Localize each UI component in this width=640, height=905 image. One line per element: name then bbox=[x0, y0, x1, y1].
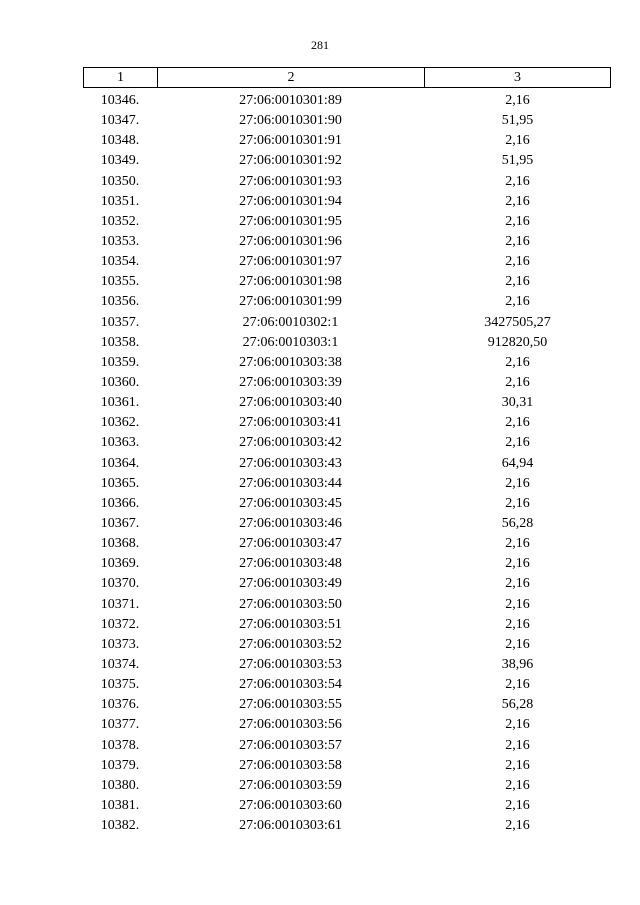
row-number-cell: 10369. bbox=[100, 556, 140, 572]
table-row bbox=[83, 292, 611, 312]
value-cell: 2,16 bbox=[505, 354, 530, 370]
row-number-cell: 10361. bbox=[100, 395, 140, 411]
row-number-cell: 10380. bbox=[100, 777, 140, 793]
table-row bbox=[83, 151, 611, 171]
table-row bbox=[83, 635, 611, 655]
table-row bbox=[83, 514, 611, 534]
row-number-cell: 10349. bbox=[100, 153, 140, 169]
row-number-cell: 10355. bbox=[100, 274, 140, 290]
row-number-cell: 10356. bbox=[100, 294, 140, 310]
cadastral-number-cell: 27:06:0010303:39 bbox=[239, 374, 342, 390]
value-cell: 2,16 bbox=[505, 173, 530, 189]
value-cell: 2,16 bbox=[505, 616, 530, 632]
value-cell: 2,16 bbox=[505, 717, 530, 733]
cadastral-number-cell: 27:06:0010301:99 bbox=[239, 294, 342, 310]
cadastral-number-cell: 27:06:0010303:53 bbox=[239, 656, 342, 672]
cadastral-number-cell: 27:06:0010303:58 bbox=[239, 757, 342, 773]
table-row bbox=[83, 615, 611, 635]
row-number-cell: 10357. bbox=[100, 314, 140, 330]
cadastral-number-cell: 27:06:0010303:44 bbox=[239, 475, 342, 491]
row-number-cell: 10352. bbox=[100, 213, 140, 229]
value-cell: 2,16 bbox=[505, 193, 530, 209]
table-row bbox=[83, 91, 611, 111]
cadastral-number-cell: 27:06:0010303:1 bbox=[242, 334, 339, 350]
cadastral-number-cell: 27:06:0010302:1 bbox=[242, 314, 339, 330]
cadastral-number-cell: 27:06:0010303:51 bbox=[239, 616, 342, 632]
row-number-cell: 10366. bbox=[100, 495, 140, 511]
cadastral-number-cell: 27:06:0010303:52 bbox=[239, 636, 342, 652]
table-row bbox=[83, 675, 611, 695]
row-number-cell: 10346. bbox=[100, 93, 140, 108]
row-number-cell: 10351. bbox=[100, 193, 140, 209]
value-cell: 2,16 bbox=[505, 797, 530, 813]
cadastral-number-cell: 27:06:0010303:54 bbox=[239, 677, 342, 693]
value-cell: 2,16 bbox=[505, 294, 530, 310]
row-number-cell: 10371. bbox=[100, 596, 140, 612]
table-row bbox=[83, 413, 611, 433]
table-row bbox=[83, 816, 611, 836]
table-row bbox=[83, 373, 611, 393]
row-number-cell: 10365. bbox=[100, 475, 140, 491]
value-cell: 912820,50 bbox=[487, 334, 548, 350]
table-row bbox=[83, 494, 611, 514]
value-cell: 2,16 bbox=[505, 536, 530, 552]
table-row bbox=[83, 433, 611, 453]
table-row bbox=[83, 172, 611, 192]
cadastral-number-cell: 27:06:0010303:45 bbox=[239, 495, 342, 511]
table-row bbox=[83, 796, 611, 816]
cadastral-number-cell: 27:06:0010303:61 bbox=[239, 818, 342, 834]
value-cell: 56,28 bbox=[501, 515, 534, 531]
cadastral-number-cell: 27:06:0010303:50 bbox=[239, 596, 342, 612]
value-cell: 2,16 bbox=[505, 495, 530, 511]
table-row bbox=[83, 715, 611, 735]
row-number-cell: 10375. bbox=[100, 677, 140, 693]
cadastral-number-cell: 27:06:0010303:57 bbox=[239, 737, 342, 753]
table-row bbox=[83, 313, 611, 333]
table-row bbox=[83, 111, 611, 131]
value-cell: 2,16 bbox=[505, 93, 530, 108]
cadastral-number-cell: 27:06:0010303:42 bbox=[239, 435, 342, 451]
value-cell: 2,16 bbox=[505, 415, 530, 431]
table-row bbox=[83, 272, 611, 292]
value-cell: 30,31 bbox=[501, 395, 534, 411]
value-cell: 2,16 bbox=[505, 596, 530, 612]
column-header-2: 2 bbox=[158, 68, 425, 87]
table-row bbox=[83, 333, 611, 353]
cadastral-number-cell: 27:06:0010301:94 bbox=[239, 193, 342, 209]
value-cell: 2,16 bbox=[505, 233, 530, 249]
row-number-cell: 10373. bbox=[100, 636, 140, 652]
value-cell: 64,94 bbox=[501, 455, 534, 471]
row-number-cell: 10347. bbox=[100, 113, 140, 129]
cadastral-number-cell: 27:06:0010301:95 bbox=[239, 213, 342, 229]
table-row bbox=[83, 736, 611, 756]
value-cell: 2,16 bbox=[505, 556, 530, 572]
table-row bbox=[83, 534, 611, 554]
row-number-cell: 10381. bbox=[100, 797, 140, 813]
table-row bbox=[83, 756, 611, 776]
cadastral-number-cell: 27:06:0010301:98 bbox=[239, 274, 342, 290]
cadastral-number-cell: 27:06:0010301:92 bbox=[239, 153, 342, 169]
table-row bbox=[83, 474, 611, 494]
row-number-cell: 10374. bbox=[100, 656, 140, 672]
cadastral-number-cell: 27:06:0010303:49 bbox=[239, 576, 342, 592]
cadastral-number-cell: 27:06:0010303:43 bbox=[239, 455, 342, 471]
cadastral-number-cell: 27:06:0010301:91 bbox=[239, 133, 342, 149]
row-number-cell: 10364. bbox=[100, 455, 140, 471]
value-cell: 2,16 bbox=[505, 374, 530, 390]
cadastral-number-cell: 27:06:0010303:55 bbox=[239, 697, 342, 713]
table-row bbox=[83, 574, 611, 594]
table-row bbox=[83, 554, 611, 574]
row-number-cell: 10358. bbox=[100, 334, 140, 350]
value-cell: 51,95 bbox=[501, 153, 534, 169]
table-row bbox=[83, 192, 611, 212]
table-body bbox=[83, 91, 611, 836]
row-number-cell: 10362. bbox=[100, 415, 140, 431]
cadastral-number-cell: 27:06:0010303:60 bbox=[239, 797, 342, 813]
value-cell: 56,28 bbox=[501, 697, 534, 713]
value-cell: 2,16 bbox=[505, 818, 530, 834]
value-cell: 2,16 bbox=[505, 737, 530, 753]
table-row bbox=[83, 232, 611, 252]
table-row bbox=[83, 776, 611, 796]
row-number-cell: 10368. bbox=[100, 536, 140, 552]
row-number-cell: 10353. bbox=[100, 233, 140, 249]
cadastral-number-cell: 27:06:0010303:59 bbox=[239, 777, 342, 793]
table-row bbox=[83, 353, 611, 373]
table-row bbox=[83, 131, 611, 151]
cadastral-number-cell: 27:06:0010303:47 bbox=[239, 536, 342, 552]
table-row bbox=[83, 454, 611, 474]
cadastral-number-cell: 27:06:0010303:38 bbox=[239, 354, 342, 370]
row-number-cell: 10367. bbox=[100, 515, 140, 531]
row-number-cell: 10379. bbox=[100, 757, 140, 773]
value-cell: 2,16 bbox=[505, 677, 530, 693]
value-cell: 2,16 bbox=[505, 274, 530, 290]
row-number-cell: 10378. bbox=[100, 737, 140, 753]
value-cell: 2,16 bbox=[505, 777, 530, 793]
value-cell: 51,95 bbox=[501, 113, 534, 129]
table-row bbox=[83, 393, 611, 413]
value-cell: 2,16 bbox=[505, 213, 530, 229]
cadastral-number-cell: 27:06:0010301:93 bbox=[239, 173, 342, 189]
row-number-cell: 10360. bbox=[100, 374, 140, 390]
table-header bbox=[83, 67, 611, 88]
value-cell: 2,16 bbox=[505, 576, 530, 592]
row-number-cell: 10370. bbox=[100, 576, 140, 592]
value-cell: 38,96 bbox=[501, 656, 534, 672]
page-number: 281 bbox=[311, 38, 329, 52]
value-cell: 2,16 bbox=[505, 757, 530, 773]
row-number-cell: 10376. bbox=[100, 697, 140, 713]
table-row bbox=[83, 655, 611, 675]
row-number-cell: 10377. bbox=[100, 717, 140, 733]
value-cell: 2,16 bbox=[505, 475, 530, 491]
row-number-cell: 10354. bbox=[100, 254, 140, 270]
cadastral-number-cell: 27:06:0010301:89 bbox=[239, 93, 342, 108]
cadastral-number-cell: 27:06:0010301:90 bbox=[239, 113, 342, 129]
value-cell: 2,16 bbox=[505, 133, 530, 149]
table-row bbox=[83, 695, 611, 715]
cadastral-number-cell: 27:06:0010301:97 bbox=[239, 254, 342, 270]
row-number-cell: 10350. bbox=[100, 173, 140, 189]
cadastral-number-cell: 27:06:0010303:46 bbox=[239, 515, 342, 531]
cadastral-number-cell: 27:06:0010301:96 bbox=[239, 233, 342, 249]
table-row bbox=[83, 212, 611, 232]
column-header-1: 1 bbox=[84, 68, 158, 87]
cadastral-number-cell: 27:06:0010303:56 bbox=[239, 717, 342, 733]
table-row bbox=[83, 252, 611, 272]
cadastral-number-cell: 27:06:0010303:48 bbox=[239, 556, 342, 572]
row-number-cell: 10363. bbox=[100, 435, 140, 451]
value-cell: 3427505,27 bbox=[484, 314, 551, 330]
row-number-cell: 10382. bbox=[100, 818, 140, 834]
cadastral-number-cell: 27:06:0010303:41 bbox=[239, 415, 342, 431]
value-cell: 2,16 bbox=[505, 435, 530, 451]
value-cell: 2,16 bbox=[505, 254, 530, 270]
column-header-3: 3 bbox=[514, 70, 521, 85]
row-number-cell: 10348. bbox=[100, 133, 140, 149]
table-row bbox=[83, 595, 611, 615]
row-number-cell: 10372. bbox=[100, 616, 140, 632]
value-cell: 2,16 bbox=[505, 636, 530, 652]
cadastral-number-cell: 27:06:0010303:40 bbox=[239, 395, 342, 411]
row-number-cell: 10359. bbox=[100, 354, 140, 370]
